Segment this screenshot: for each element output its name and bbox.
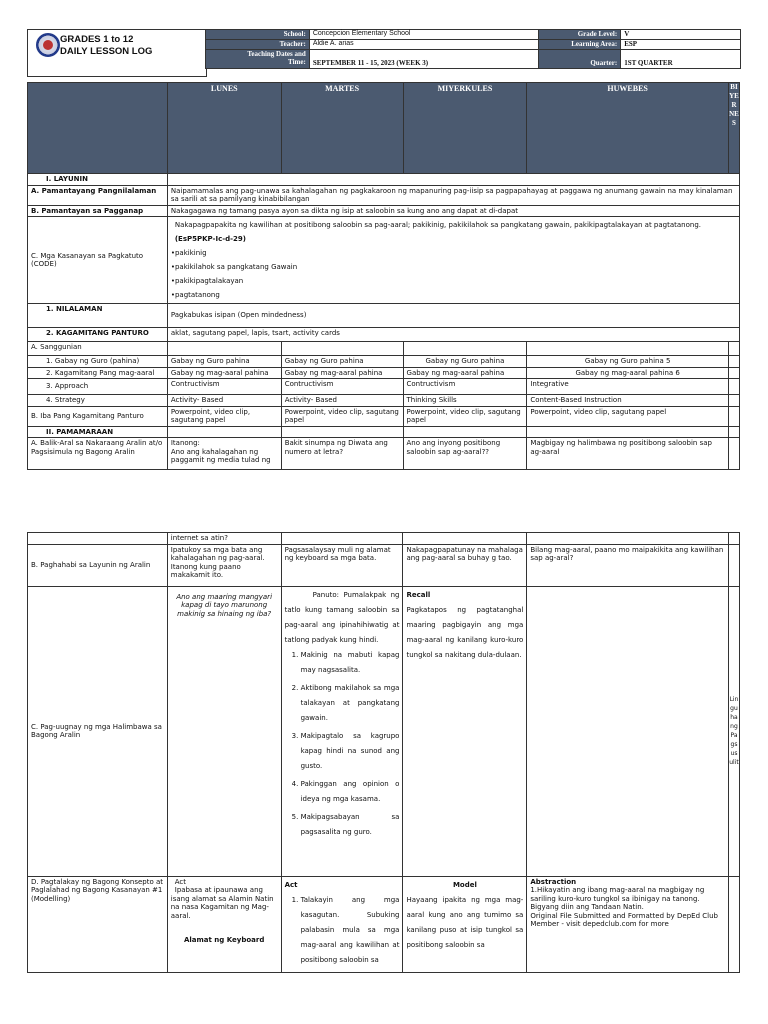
day-miyerkules: MIYERKULES <box>403 83 527 174</box>
kasanayan-label: C. Mga Kasanayan sa Pagkatuto (CODE) <box>28 217 168 304</box>
kmaa-lunes: Gabay ng mag-aaral pahina <box>167 367 281 379</box>
day-huwebes: HUWEBES <box>527 83 729 174</box>
paguugnay-miyerkules: Recall Pagkatapos ng pagtatanghal maaring pagbigayin ang mga mag-aaral ng kanilang kuro-kuro tungkol sa nakitang dula-dulaan. <box>403 586 527 876</box>
area-value: ESP <box>621 40 741 50</box>
cont-lunes: internet sa atin? <box>167 533 281 545</box>
strategy-lunes: Activity- Based <box>167 395 281 407</box>
header-info-table <box>205 29 741 69</box>
lesson-table-page-2 <box>27 532 740 973</box>
kmaa-huwebes: Gabay ng mag-aaral pahina 6 <box>527 367 729 379</box>
iba-martes: Powerpoint, video clip, sagutang papel <box>281 406 403 426</box>
approach-lunes: Contructivism <box>167 379 281 395</box>
approach-martes: Contructivism <box>281 379 403 395</box>
approach-label: 3. Approach <box>28 379 168 395</box>
grade-label: Grade Level: <box>539 30 621 40</box>
balik-miyerkules: Ano ang inyong positibong saloobin sap ag-aaral?? <box>403 438 527 470</box>
gabay-lunes: Gabay ng Guro pahina <box>167 356 281 368</box>
paghahabi-miyerkules: Nakapagpapatunay na mahalaga ang pag-aaral sa buhay g tao. <box>403 544 527 586</box>
day-biyernes: BIYERNES <box>728 83 739 174</box>
strategy-martes: Activity- Based <box>281 395 403 407</box>
pangnilalaman-label: A. Pamantayang Pangnilalaman <box>28 185 168 205</box>
kmaa-martes: Gabay ng mag-aaral pahina <box>281 367 403 379</box>
area-label: Learning Area: <box>539 40 621 50</box>
sanggunian-label: A. Sanggunian <box>28 342 168 356</box>
strategy-miyerkules: Thinking Skills <box>403 395 527 407</box>
day-header-row <box>28 83 740 174</box>
kagamitan-label: 2. KAGAMITANG PANTURO <box>28 328 168 342</box>
dates-label: Teaching Dates and Time: <box>206 50 310 69</box>
iba-label: B. Iba Pang Kagamitang Panturo <box>28 406 168 426</box>
school-value: Concepcion Elementary School <box>309 30 539 40</box>
pagtalakay-lunes: Act Ipabasa at ipaunawa ang isang alamat sa Alamin Natin na nasa Kagamitan ng Mag-aaral. Alamat ng Keyboard <box>167 876 281 972</box>
pagtalakay-martes: Act 1. Talakayin ang mga kasagutan. Subuking palabasin mula sa mga mag-aaral ang kawilihan at positibong saloobin sa <box>281 876 403 972</box>
title-line-2: DAILY LESSON LOG <box>60 46 153 57</box>
balik-martes: Bakit sinumpa ng Diwata ang numero at letra? <box>281 438 403 470</box>
day-lunes: LUNES <box>167 83 281 174</box>
balik-label: A. Balik-Aral sa Nakaraang Aralin at/o Pagsisimula ng Bagong Aralin <box>28 438 168 470</box>
title-line-1: GRADES 1 to 12 <box>60 34 134 45</box>
corner-cell <box>28 83 168 174</box>
school-label: School: <box>206 30 310 40</box>
grade-value: V <box>621 30 741 40</box>
lesson-table-page-1 <box>27 82 740 470</box>
teacher-label: Teacher: <box>206 40 310 50</box>
vertical-linguhang-pagsusulit: Linguhang Pagsusulit <box>728 586 739 876</box>
pagtalakay-label: D. Pagtalakay ng Bagong Konsepto at Paglalahad ng Bagong Kasanayan #1 (Modelling) <box>28 876 168 972</box>
pagganap-text: Nakagagawa ng tamang pasya ayon sa dikta ng isip at saloobin sa kung ano ang dapat at di-dapat <box>167 205 739 217</box>
nilalaman-text: Pagkabukas isipan (Open mindedness) <box>167 304 739 328</box>
log-title <box>60 34 152 58</box>
list-item: 4. Pakinggan ang opinion o ideya ng mga kasama. <box>301 777 400 807</box>
kasanayan-cell: Nakapagpapakita ng kawilihan at positibong saloobin sa pag-aaral; pakikinig, pakikilahok sa pangkatang gawain, pakikipagtalakayan at pagtatanong. (EsP5PKP-Ic-d-29) •pakikinig •pakikilahok sa pangkatang Gawain •pakikipagtalakayan •pagtatanong <box>167 217 739 304</box>
pamamaraan-heading: II. PAMAMARAAN <box>28 426 168 438</box>
nilalaman-label: 1. NILALAMAN <box>28 304 168 328</box>
list-item: 3. Makipagtalo sa kagrupo kapag hindi na sunod ang gusto. <box>301 729 400 774</box>
paghahabi-martes: Pagsasalaysay muli ng alamat ng keyboard sa mga bata. <box>281 544 403 586</box>
gabay-huwebes: Gabay ng Guro pahina 5 <box>527 356 729 368</box>
strategy-label: 4. Strategy <box>28 395 168 407</box>
quarter-label: Quarter: <box>539 50 621 69</box>
strategy-huwebes: Content-Based Instruction <box>527 395 729 407</box>
pagtalakay-huwebes: Abstraction 1.Hikayatin ang ibang mag-aaral na magbigay ng sariling kuro-kuro tungkol sa ibinigay na tanong. Bigyang diin ang Tandaan Natin. Original File Submitted and Formatted by DepEd Club Member - visit depedclub.com for more <box>527 876 729 972</box>
paguugnay-label: C. Pag-uugnay ng mga Halimbawa sa Bagong Aralin <box>28 586 168 876</box>
list-item: 5. Makipagsabayan sa pagsasalita ng guro. <box>301 810 400 840</box>
gabay-label: 1. Gabay ng Guro (pahina) <box>28 356 168 368</box>
paghahabi-huwebes: Bilang mag-aaral, paano mo maipakikita ang kawilihan sap ag-aral? <box>527 544 729 586</box>
pagtalakay-miyerkules: Model Hayaang ipakita ng mga mag-aaral kung ano ang tumimo sa kanilang puso at isip tungkol sa positibong saloobin sa <box>403 876 527 972</box>
kmaa-label: 2. Kagamitang Pang mag-aaral <box>28 367 168 379</box>
pangnilalaman-text: Naipamamalas ang pag-unawa sa kahalagahan ng pagkakaroon ng mapanuring pag-iisip sa pagpapahayag at paggawa ng anumang gawain na may kinalaman sa sarili at sa pamilyang kinabibilangan <box>167 185 739 205</box>
quarter-value: 1ST QUARTER <box>621 50 741 69</box>
balik-huwebes: Magbigay ng halimbawa ng positibong saloobin sap ag-aaral <box>527 438 729 470</box>
dates-value: SEPTEMBER 11 - 15, 2023 (WEEK 3) <box>309 50 539 69</box>
balik-lunes: Itanong: Ano ang kahalagahan ng paggamit ng media tulad ng <box>167 438 281 470</box>
pagganap-label: B. Pamantayan sa Pagganap <box>28 205 168 217</box>
paghahabi-lunes: Ipatukoy sa mga bata ang kahalagahan ng pag-aaral. Itanong kung paano makakamit ito. <box>167 544 281 586</box>
paghahabi-label: B. Paghahabi sa Layunin ng Aralin <box>28 544 168 586</box>
iba-lunes: Powerpoint, video clip, sagutang papel <box>167 406 281 426</box>
approach-miyerkules: Contructivism <box>403 379 527 395</box>
paguugnay-martes-list <box>285 648 400 840</box>
layunin-heading: I. LAYUNIN <box>28 174 168 186</box>
list-item: 2. Aktibong makilahok sa mga talakayan at pangkatang gawain. <box>301 681 400 726</box>
iba-miyerkules: Powerpoint, video clip, sagutang papel <box>403 406 527 426</box>
gabay-martes: Gabay ng Guro pahina <box>281 356 403 368</box>
teacher-value: Aldie A. arias <box>309 40 539 50</box>
approach-huwebes: Integrative <box>527 379 729 395</box>
paguugnay-martes: Panuto: Pumalakpak ng tatlo kung tamang saloobin sa pag-aaral ang ipinahihiwatig at tatlong padyak kung hindi. 1. Makinig na mabuti kapag may nagsasalita. 2. Aktibong makilahok sa mga talakayan at pangkatang gawain. 3. Makipagtalo sa kagrupo kapag hindi na sunod ang gusto. 4. Pakinggan ang opinion o ideya ng mga kasama. 5. Makipagsabayan sa pagsasalita ng guro. <box>281 586 403 876</box>
gabay-miyerkules: Gabay ng Guro pahina <box>403 356 527 368</box>
iba-huwebes: Powerpoint, video clip, sagutang papel <box>527 406 729 426</box>
day-martes: MARTES <box>281 83 403 174</box>
list-item: 1. Makinig na mabuti kapag may nagsasalita. <box>301 648 400 678</box>
kmaa-miyerkules: Gabay ng mag-aaral pahina <box>403 367 527 379</box>
paguugnay-lunes: Ano ang maaring mangyari kapag di tayo marunong makinig sa hinaing ng iba? <box>167 586 281 876</box>
kagamitan-text: aklat, sagutang papel, lapis, tsart, activity cards <box>167 328 739 342</box>
deped-seal-icon <box>36 33 60 57</box>
